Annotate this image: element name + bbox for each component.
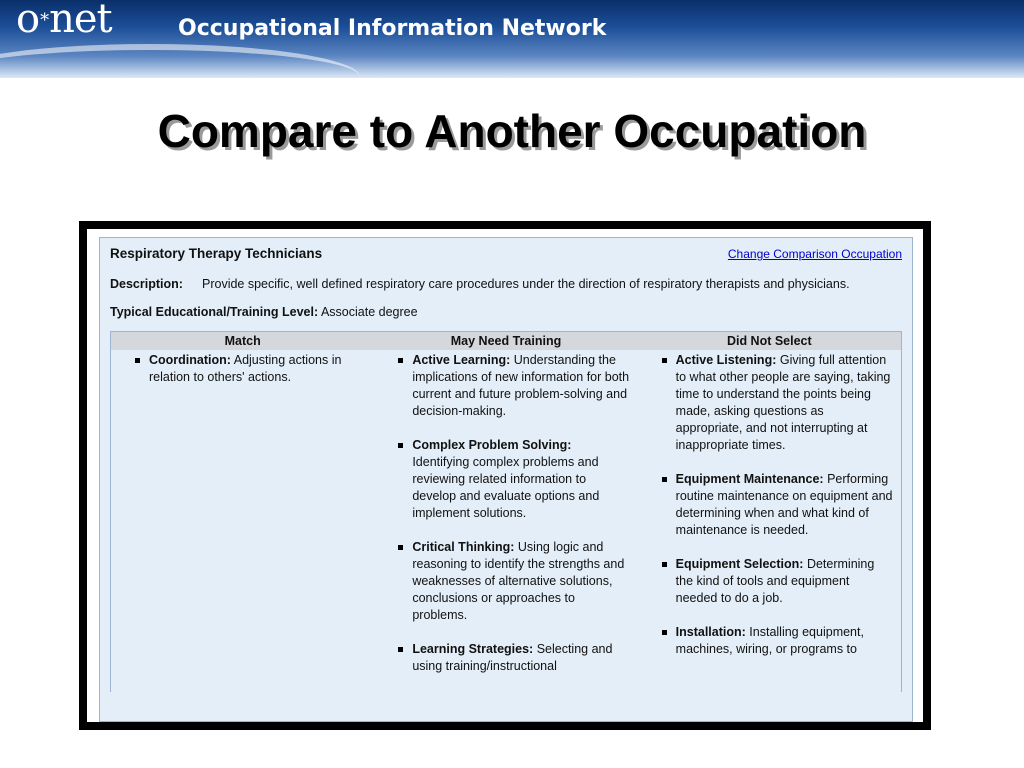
slide-title: Compare to Another Occupation	[157, 105, 867, 157]
skill-name: Equipment Selection:	[675, 557, 804, 571]
list-item	[676, 556, 893, 607]
list-item	[412, 641, 629, 675]
skill-name: Critical Thinking:	[412, 540, 515, 554]
skill-desc: Performing routine maintenance on equipment and determining when and what kind of maintenance is needed.	[675, 472, 893, 537]
comparison-panel	[99, 237, 913, 722]
list-item	[412, 352, 629, 420]
education-value: Associate degree	[320, 305, 418, 319]
did-not-select-column	[638, 350, 901, 692]
network-name: Occupational Information Network	[178, 16, 607, 41]
occupation-header	[110, 246, 902, 261]
skill-name: Installation:	[675, 625, 746, 639]
star-icon: *	[40, 10, 49, 31]
list-item	[412, 539, 629, 624]
skill-desc: Selecting and using training/instructional	[412, 642, 613, 673]
list-item	[676, 624, 893, 658]
onet-banner	[0, 0, 1024, 78]
list-item	[149, 352, 366, 386]
match-column	[111, 350, 374, 692]
skill-name: Complex Problem Solving:	[412, 438, 572, 452]
skill-name: Active Learning:	[412, 353, 511, 367]
education-row	[110, 305, 902, 319]
skill-desc: Determining the kind of tools and equipment needed to do a job.	[675, 557, 875, 605]
skill-name: Equipment Maintenance:	[675, 472, 824, 486]
skill-desc: Adjusting actions in relation to others' actions.	[149, 353, 342, 384]
onet-logo: o*net	[16, 0, 112, 42]
change-comparison-link[interactable]: Change Comparison Occupation	[727, 247, 902, 261]
skill-name: Coordination:	[149, 353, 231, 367]
list-item	[676, 471, 893, 539]
description-label: Description:	[110, 277, 183, 291]
header-may-need-training: May Need Training	[450, 334, 562, 348]
description-row	[110, 276, 902, 293]
list-item	[412, 437, 629, 522]
skill-name: Active Listening:	[675, 353, 777, 367]
header-match: Match	[224, 334, 261, 348]
may-need-training-column	[374, 350, 637, 692]
list-item	[676, 352, 893, 454]
screenshot-panel	[87, 229, 923, 722]
banner-swoosh	[0, 44, 360, 78]
skill-desc: Giving full attention to what other people are saying, taking time to understand the points being made, asking questions as appropriate, and not interrupting at inappropriate times.	[675, 353, 891, 452]
table-header	[111, 332, 901, 350]
occupation-title: Respiratory Therapy Technicians	[110, 246, 323, 261]
header-did-not-select: Did Not Select	[726, 334, 812, 348]
skill-desc: Understanding the implications of new information for both current and future problem-solving and decision-making.	[412, 353, 630, 418]
education-label: Typical Educational/Training Level:	[110, 305, 319, 319]
description-text: Provide specific, well defined respiratory care procedures under the direction of respiratory therapists and physicians.	[202, 277, 850, 291]
table-body	[111, 350, 901, 692]
skills-table	[110, 331, 902, 692]
screenshot-frame	[79, 221, 931, 730]
skill-desc: Installing equipment, machines, wiring, or programs to	[675, 625, 864, 656]
skill-name: Learning Strategies:	[412, 642, 534, 656]
skill-desc: Using logic and reasoning to identify the strengths and weaknesses of alternative solutions, conclusions or approaches to problems.	[412, 540, 625, 622]
skill-desc: Identifying complex problems and reviewing related information to develop and evaluate options and implement solutions.	[412, 455, 600, 520]
